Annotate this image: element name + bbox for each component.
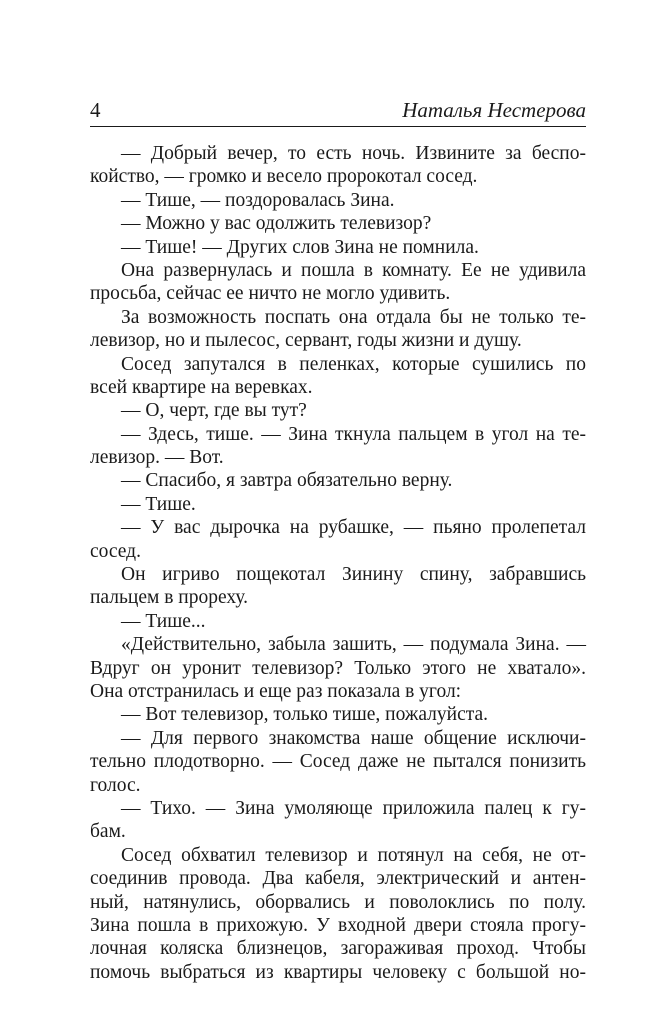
text-line: — Тихо. — Зина умоляюще приложила палец к гу- [121, 797, 586, 819]
text-line: — Тише. [121, 493, 196, 515]
text-line: тельно плодотворно. — Сосед даже не пытался понизить [90, 751, 586, 773]
page-header [90, 96, 586, 127]
text-line: — О, черт, где вы тут? [121, 400, 307, 422]
text-line: — Спасибо, я завтра обязательно верну. [121, 470, 453, 492]
text-line: койство, — громко и весело пророкотал сосед. [90, 166, 478, 188]
text-line: За возможность поспать она отдала бы не только те- [121, 306, 586, 328]
text-line: голос. [90, 774, 141, 796]
text-line: — Вот телевизор, только тише, пожалуйста. [121, 704, 489, 726]
text-line: — Здесь, тише. — Зина ткнула пальцем в угол на те- [121, 423, 586, 445]
text-line: — Тише, — поздоровалась Зина. [121, 189, 395, 211]
running-title: Наталья Нестерова [402, 98, 586, 122]
text-line: соединив провода. Два кабеля, электрический и антен- [90, 868, 586, 890]
text-line: бам. [90, 821, 126, 843]
text-line: Сосед обхватил телевизор и потянул на себя, не от- [121, 844, 586, 866]
page-number: 4 [90, 98, 101, 122]
text-line: «Действительно, забыла зашить, — подумала Зина. — [121, 634, 586, 656]
text-line: пальцем в прореху. [90, 587, 249, 609]
text-line: Вдруг он уронит телевизор? Только этого не хватало». [90, 657, 586, 679]
text-line: Она отстранилась и еще раз показала в угол: [90, 680, 462, 702]
text-line: Зина пошла в прихожую. У входной двери стояла прогу- [90, 914, 586, 936]
text-line: — Тише... [121, 610, 206, 632]
text-line: — Добрый вечер, то есть ночь. Извините за беспо- [121, 143, 586, 164]
text-line: — Для первого знакомства наше общение исключи- [121, 727, 586, 749]
text-line: — Можно у вас одолжить телевизор? [121, 213, 432, 235]
text-line: ный, натянулись, оборвались и поволоклись по полу. [90, 891, 586, 913]
text-line: Сосед запутался в пеленках, которые сушились по [121, 353, 586, 375]
text-line: Она развернулась и пошла в комнату. Ее не удивила [121, 259, 586, 281]
text-line: левизор. — Вот. [90, 447, 224, 469]
text-line: сосед. [90, 540, 141, 562]
text-line: Он игриво пощекотал Зинину спину, забравшись [121, 564, 586, 586]
text-line: левизор, но и пылесос, сервант, годы жизни и душу. [90, 330, 522, 352]
book-page [90, 96, 586, 984]
body-text [90, 142, 586, 984]
text-line: всей квартире на веревках. [90, 376, 313, 398]
text-line: лочная коляска близнецов, загораживая проход. Чтобы [90, 938, 586, 960]
text-line: помочь выбраться из квартиры человеку с большой но- [90, 961, 586, 983]
text-line: просьба, сейчас ее ничто не могло удивить. [90, 283, 451, 305]
text-line: — Тише! — Других слов Зина не помнила. [121, 236, 479, 258]
text-line: — У вас дырочка на рубашке, — пьяно пролепетал [121, 517, 586, 539]
